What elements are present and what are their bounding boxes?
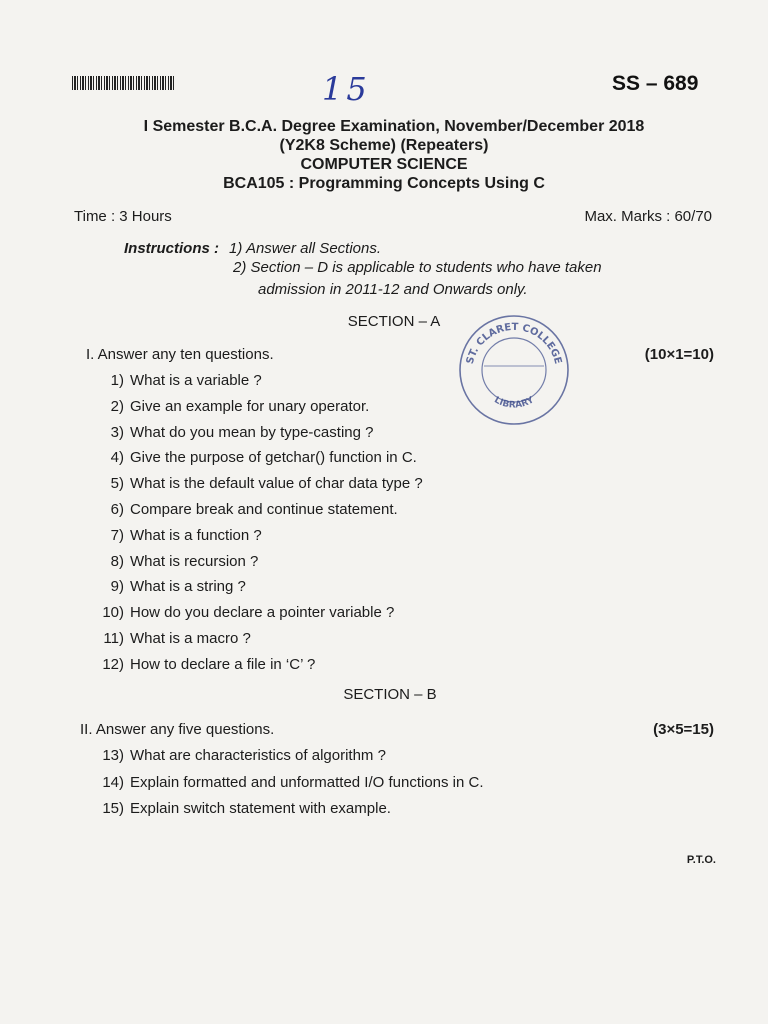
question-item <box>92 527 262 544</box>
section-b-marks: (3×5=15) <box>653 721 714 738</box>
question-text: How do you declare a pointer variable ? <box>130 604 395 622</box>
exam-time: Time : 3 Hours <box>74 208 172 225</box>
handwritten-number: 15 <box>322 70 371 108</box>
question-item <box>92 449 417 466</box>
section-a-heading: I. Answer any ten questions. <box>86 346 274 363</box>
question-number: 9) <box>110 578 124 596</box>
question-text: What is a macro ? <box>130 630 251 647</box>
question-number: 5) <box>110 475 124 493</box>
question-text: How to declare a file in ‘C’ ? <box>130 655 316 673</box>
question-item <box>92 656 315 673</box>
stamp-bottom-text: LIBRARY <box>492 395 536 411</box>
question-item <box>92 630 251 647</box>
question-item <box>92 578 246 595</box>
question-text: Explain switch statement with example. <box>130 800 391 817</box>
question-number: 6) <box>110 501 124 518</box>
question-text: What are characteristics of algorithm ? <box>130 747 386 764</box>
section-a-title: SECTION – A <box>347 313 441 330</box>
question-item <box>92 501 398 518</box>
question-number: 3) <box>110 423 124 441</box>
instruction-2b: admission in 2011-12 and Onwards only. <box>258 281 528 298</box>
question-text: Give the purpose of getchar() function in C. <box>130 449 417 467</box>
instruction-1: 1) Answer all Sections. <box>229 240 382 257</box>
question-number: 7) <box>110 526 124 544</box>
question-item <box>92 604 394 621</box>
pto-footer: P.T.O. <box>686 854 716 866</box>
question-text: What is a variable ? <box>130 372 262 389</box>
barcode <box>72 76 176 90</box>
instruction-2a: 2) Section – D is applicable to students who have taken <box>233 259 602 276</box>
exam-title: I Semester B.C.A. Degree Examination, November/December 2018 <box>143 118 645 135</box>
question-text: Compare break and continue statement. <box>130 501 398 518</box>
question-text: What do you mean by type-casting ? <box>130 423 374 441</box>
question-text: What is a function ? <box>130 526 262 544</box>
question-item <box>92 475 423 492</box>
question-number: 10) <box>102 604 124 622</box>
question-number: 12) <box>102 655 124 673</box>
svg-text:LIBRARY <box>492 395 536 411</box>
question-text: What is recursion ? <box>130 552 259 570</box>
question-number: 8) <box>110 552 124 570</box>
question-text: What is the default value of char data type ? <box>130 475 423 493</box>
question-text: Explain formatted and unformatted I/O functions in C. <box>130 773 484 791</box>
question-number: 4) <box>110 449 124 467</box>
question-item <box>92 398 369 415</box>
max-marks: Max. Marks : 60/70 <box>584 208 712 225</box>
stamp-top-text: ST. CLARET COLLEGE <box>464 321 564 366</box>
question-text: Give an example for unary operator. <box>130 397 370 415</box>
exam-scheme: (Y2K8 Scheme) (Repeaters) <box>279 137 489 154</box>
question-number: 1) <box>110 372 124 389</box>
question-text: What is a string ? <box>130 578 246 596</box>
exam-subject: COMPUTER SCIENCE <box>300 156 468 173</box>
question-number: 11) <box>103 630 124 647</box>
section-b-title: SECTION – B <box>343 686 437 703</box>
question-item <box>92 800 391 817</box>
question-item <box>92 747 386 764</box>
question-number: 2) <box>110 397 124 415</box>
paper-code: SS – 689 <box>612 72 699 95</box>
question-item <box>92 774 484 791</box>
question-item <box>92 372 262 389</box>
exam-course: BCA105 : Programming Concepts Using C <box>223 175 545 192</box>
question-number: 15) <box>102 800 124 817</box>
question-number: 14) <box>102 773 124 791</box>
section-a-marks: (10×1=10) <box>644 346 714 363</box>
section-b-heading: II. Answer any five questions. <box>80 721 275 738</box>
question-item <box>92 553 258 570</box>
instructions-label: Instructions : <box>124 240 220 257</box>
question-item <box>92 424 373 441</box>
question-number: 13) <box>102 747 124 764</box>
